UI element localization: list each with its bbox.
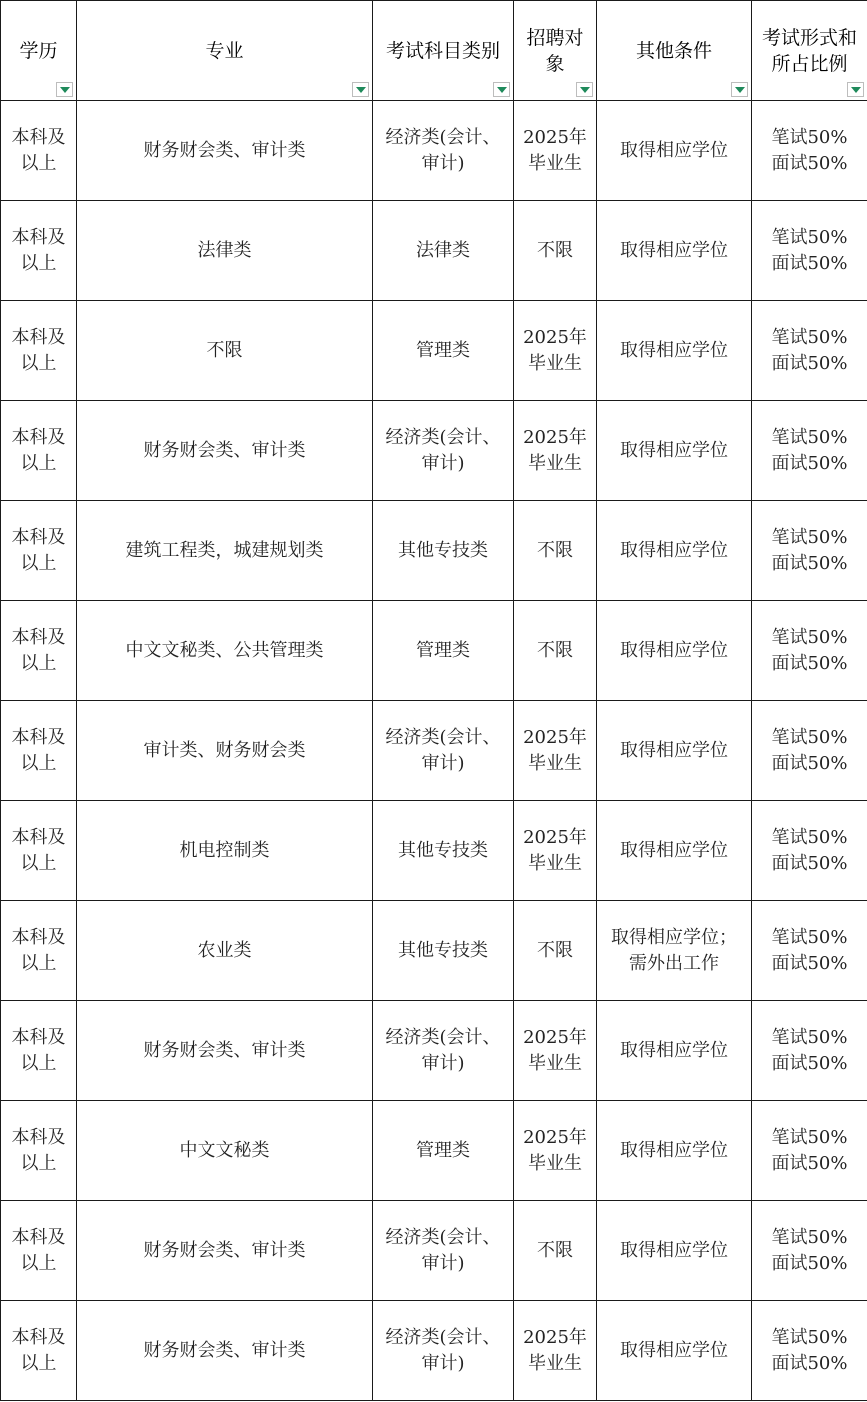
- table-row: [1, 501, 867, 601]
- cell-other[interactable]: [597, 901, 752, 1001]
- cell-text: 取得相应学位: [620, 339, 728, 361]
- cell-text: 经济类(会计、 审计): [385, 1326, 501, 1374]
- cell-degree[interactable]: [1, 301, 77, 401]
- cell-other[interactable]: [597, 501, 752, 601]
- cell-text: 本科及 以上: [11, 1326, 66, 1374]
- cell-text: 其他专技类: [398, 939, 488, 961]
- cell-text: 取得相应学位: [620, 839, 728, 861]
- cell-text: 笔试50% 面试50%: [771, 126, 848, 174]
- cell-text: 管理类: [416, 639, 470, 661]
- cell-major[interactable]: [77, 301, 373, 401]
- cell-text: 本科及 以上: [11, 1226, 66, 1274]
- cell-text: 取得相应学位: [620, 139, 728, 161]
- cell-text: 笔试50% 面试50%: [771, 1226, 848, 1274]
- cell-text: 2025年 毕业生: [523, 1026, 587, 1074]
- filter-dropdown-icon[interactable]: [493, 82, 510, 97]
- cell-text: 笔试50% 面试50%: [771, 326, 848, 374]
- cell-text: 笔试50% 面试50%: [771, 226, 848, 274]
- cell-major[interactable]: [77, 1301, 373, 1401]
- cell-text: 财务财会类、审计类: [143, 1339, 306, 1361]
- cell-degree[interactable]: [1, 1201, 77, 1301]
- cell-text: 不限: [537, 639, 573, 661]
- cell-text: 2025年 毕业生: [523, 426, 587, 474]
- cell-text: 其他专技类: [398, 539, 488, 561]
- table-row: [1, 1201, 867, 1301]
- filter-dropdown-icon[interactable]: [847, 82, 864, 97]
- cell-exam-category[interactable]: [373, 901, 514, 1001]
- cell-target[interactable]: [514, 1201, 597, 1301]
- cell-text: 不限: [537, 239, 573, 261]
- cell-other[interactable]: [597, 201, 752, 301]
- table-row: [1, 1001, 867, 1101]
- cell-other[interactable]: [597, 1101, 752, 1201]
- cell-exam-format[interactable]: [752, 601, 867, 701]
- table-row: [1, 701, 867, 801]
- cell-major[interactable]: [77, 501, 373, 601]
- cell-text: 取得相应学位: [620, 1339, 728, 1361]
- cell-text: 笔试50% 面试50%: [771, 426, 848, 474]
- column-header-label: 专业: [205, 39, 244, 62]
- cell-exam-category[interactable]: [373, 401, 514, 501]
- table-row: [1, 801, 867, 901]
- cell-text: 2025年 毕业生: [523, 726, 587, 774]
- cell-text: 2025年 毕业生: [523, 126, 587, 174]
- cell-exam-category[interactable]: [373, 1001, 514, 1101]
- column-header-label: 招聘对 象: [526, 26, 584, 75]
- cell-degree[interactable]: [1, 801, 77, 901]
- filter-dropdown-icon[interactable]: [56, 82, 73, 97]
- cell-exam-format[interactable]: [752, 1101, 867, 1201]
- cell-exam-category[interactable]: [373, 301, 514, 401]
- cell-text: 2025年 毕业生: [523, 1126, 587, 1174]
- cell-degree[interactable]: [1, 401, 77, 501]
- cell-text: 本科及 以上: [11, 1026, 66, 1074]
- table-row: [1, 201, 867, 301]
- cell-target[interactable]: [514, 501, 597, 601]
- cell-major[interactable]: [77, 201, 373, 301]
- cell-text: 经济类(会计、 审计): [385, 726, 501, 774]
- table-row: [1, 301, 867, 401]
- column-header-exam-format: [752, 1, 867, 101]
- cell-text: 笔试50% 面试50%: [771, 1126, 848, 1174]
- cell-text: 本科及 以上: [11, 626, 66, 674]
- cell-text: 笔试50% 面试50%: [771, 1326, 848, 1374]
- cell-text: 财务财会类、审计类: [143, 139, 306, 161]
- cell-target[interactable]: [514, 1101, 597, 1201]
- column-header-label: 考试形式和 所占比例: [761, 26, 857, 75]
- cell-exam-format[interactable]: [752, 801, 867, 901]
- table-row: [1, 101, 867, 201]
- cell-text: 经济类(会计、 审计): [385, 426, 501, 474]
- filter-dropdown-icon[interactable]: [352, 82, 369, 97]
- cell-other[interactable]: [597, 601, 752, 701]
- column-header-target: [514, 1, 597, 101]
- cell-text: 笔试50% 面试50%: [771, 526, 848, 574]
- cell-major[interactable]: [77, 101, 373, 201]
- cell-major[interactable]: [77, 1201, 373, 1301]
- cell-other[interactable]: [597, 701, 752, 801]
- cell-major[interactable]: [77, 401, 373, 501]
- cell-exam-format[interactable]: [752, 901, 867, 1001]
- cell-text: 取得相应学位: [620, 439, 728, 461]
- filter-dropdown-icon[interactable]: [731, 82, 748, 97]
- cell-degree[interactable]: [1, 101, 77, 201]
- cell-text: 财务财会类、审计类: [143, 1239, 306, 1261]
- cell-exam-format[interactable]: [752, 301, 867, 401]
- table-row: [1, 901, 867, 1001]
- cell-exam-format[interactable]: [752, 1301, 867, 1401]
- cell-text: 本科及 以上: [11, 1126, 66, 1174]
- cell-target[interactable]: [514, 101, 597, 201]
- cell-other[interactable]: [597, 401, 752, 501]
- cell-text: 建筑工程类，城建规划类: [125, 539, 324, 561]
- cell-text: 财务财会类、审计类: [143, 439, 306, 461]
- cell-text: 其他专技类: [398, 839, 488, 861]
- cell-text: 取得相应学位: [620, 1139, 728, 1161]
- cell-text: 本科及 以上: [11, 326, 66, 374]
- cell-text: 取得相应学位: [620, 1239, 728, 1261]
- cell-text: 不限: [537, 1239, 573, 1261]
- cell-text: 笔试50% 面试50%: [771, 1026, 848, 1074]
- cell-exam-category[interactable]: [373, 501, 514, 601]
- cell-other[interactable]: [597, 1201, 752, 1301]
- cell-degree[interactable]: [1, 901, 77, 1001]
- cell-text: 法律类: [416, 239, 470, 261]
- cell-text: 中文文秘类、公共管理类: [125, 639, 324, 661]
- cell-text: 取得相应学位: [620, 639, 728, 661]
- cell-degree[interactable]: [1, 1301, 77, 1401]
- column-header-degree: [1, 1, 77, 101]
- cell-text: 取得相应学位: [620, 539, 728, 561]
- cell-text: 管理类: [416, 339, 470, 361]
- table-row: [1, 1101, 867, 1201]
- cell-degree[interactable]: [1, 1101, 77, 1201]
- cell-text: 本科及 以上: [11, 726, 66, 774]
- table-row: [1, 601, 867, 701]
- cell-target[interactable]: [514, 401, 597, 501]
- cell-other[interactable]: [597, 1301, 752, 1401]
- cell-text: 审计类、财务财会类: [143, 739, 306, 761]
- cell-exam-category[interactable]: [373, 801, 514, 901]
- cell-text: 笔试50% 面试50%: [771, 826, 848, 874]
- cell-text: 经济类(会计、 审计): [385, 1026, 501, 1074]
- cell-text: 取得相应学位: [620, 1039, 728, 1061]
- cell-text: 本科及 以上: [11, 426, 66, 474]
- column-header-label: 考试科目类别: [385, 39, 500, 62]
- cell-major[interactable]: [77, 801, 373, 901]
- table-row: [1, 401, 867, 501]
- cell-exam-category[interactable]: [373, 1301, 514, 1401]
- cell-exam-category[interactable]: [373, 601, 514, 701]
- cell-text: 法律类: [197, 239, 252, 261]
- table-body: [1, 101, 867, 1401]
- cell-text: 经济类(会计、 审计): [385, 1226, 501, 1274]
- cell-text: 中文文秘类: [179, 1139, 270, 1161]
- cell-text: 笔试50% 面试50%: [771, 626, 848, 674]
- column-header-label: 学历: [19, 39, 58, 62]
- column-header-label: 其他条件: [635, 39, 712, 62]
- cell-degree[interactable]: [1, 1001, 77, 1101]
- cell-text: 本科及 以上: [11, 826, 66, 874]
- cell-text: 本科及 以上: [11, 126, 66, 174]
- cell-major[interactable]: [77, 701, 373, 801]
- cell-text: 2025年 毕业生: [523, 826, 587, 874]
- cell-exam-category[interactable]: [373, 1101, 514, 1201]
- cell-major[interactable]: [77, 1101, 373, 1201]
- cell-text: 本科及 以上: [11, 926, 66, 974]
- header-row: [1, 1, 867, 101]
- cell-text: 本科及 以上: [11, 226, 66, 274]
- cell-text: 农业类: [197, 939, 252, 961]
- cell-target[interactable]: [514, 201, 597, 301]
- cell-text: 管理类: [416, 1139, 470, 1161]
- cell-exam-category[interactable]: [373, 1201, 514, 1301]
- cell-exam-category[interactable]: [373, 101, 514, 201]
- cell-major[interactable]: [77, 901, 373, 1001]
- cell-exam-format[interactable]: [752, 701, 867, 801]
- cell-exam-format[interactable]: [752, 1201, 867, 1301]
- cell-degree[interactable]: [1, 501, 77, 601]
- cell-text: 笔试50% 面试50%: [771, 726, 848, 774]
- cell-exam-category[interactable]: [373, 201, 514, 301]
- cell-text: 经济类(会计、 审计): [385, 126, 501, 174]
- cell-exam-format[interactable]: [752, 401, 867, 501]
- cell-text: 不限: [537, 939, 573, 961]
- cell-text: 不限: [537, 539, 573, 561]
- cell-target[interactable]: [514, 601, 597, 701]
- cell-other[interactable]: [597, 1001, 752, 1101]
- cell-text: 不限: [206, 339, 243, 361]
- column-header-exam-category: [373, 1, 514, 101]
- cell-text: 本科及 以上: [11, 526, 66, 574]
- cell-other[interactable]: [597, 301, 752, 401]
- cell-text: 2025年 毕业生: [523, 1326, 587, 1374]
- filter-dropdown-icon[interactable]: [576, 82, 593, 97]
- cell-text: 财务财会类、审计类: [143, 1039, 306, 1061]
- column-header-other: [597, 1, 752, 101]
- cell-target[interactable]: [514, 801, 597, 901]
- cell-target[interactable]: [514, 701, 597, 801]
- cell-text: 取得相应学位: [620, 239, 728, 261]
- cell-exam-format[interactable]: [752, 501, 867, 601]
- cell-text: 笔试50% 面试50%: [771, 926, 848, 974]
- cell-other[interactable]: [597, 101, 752, 201]
- cell-text: 取得相应学位； 需外出工作: [611, 926, 737, 974]
- cell-degree[interactable]: [1, 601, 77, 701]
- cell-degree[interactable]: [1, 201, 77, 301]
- cell-exam-format[interactable]: [752, 201, 867, 301]
- cell-major[interactable]: [77, 1001, 373, 1101]
- table-row: [1, 1301, 867, 1401]
- cell-text: 机电控制类: [179, 839, 270, 861]
- cell-text: 2025年 毕业生: [523, 326, 587, 374]
- cell-major[interactable]: [77, 601, 373, 701]
- cell-exam-format[interactable]: [752, 1001, 867, 1101]
- cell-target[interactable]: [514, 1301, 597, 1401]
- cell-degree[interactable]: [1, 701, 77, 801]
- cell-target[interactable]: [514, 1001, 597, 1101]
- cell-exam-category[interactable]: [373, 701, 514, 801]
- cell-target[interactable]: [514, 901, 597, 1001]
- column-header-major: [77, 1, 373, 101]
- cell-target[interactable]: [514, 301, 597, 401]
- cell-exam-format[interactable]: [752, 101, 867, 201]
- cell-other[interactable]: [597, 801, 752, 901]
- cell-text: 取得相应学位: [620, 739, 728, 761]
